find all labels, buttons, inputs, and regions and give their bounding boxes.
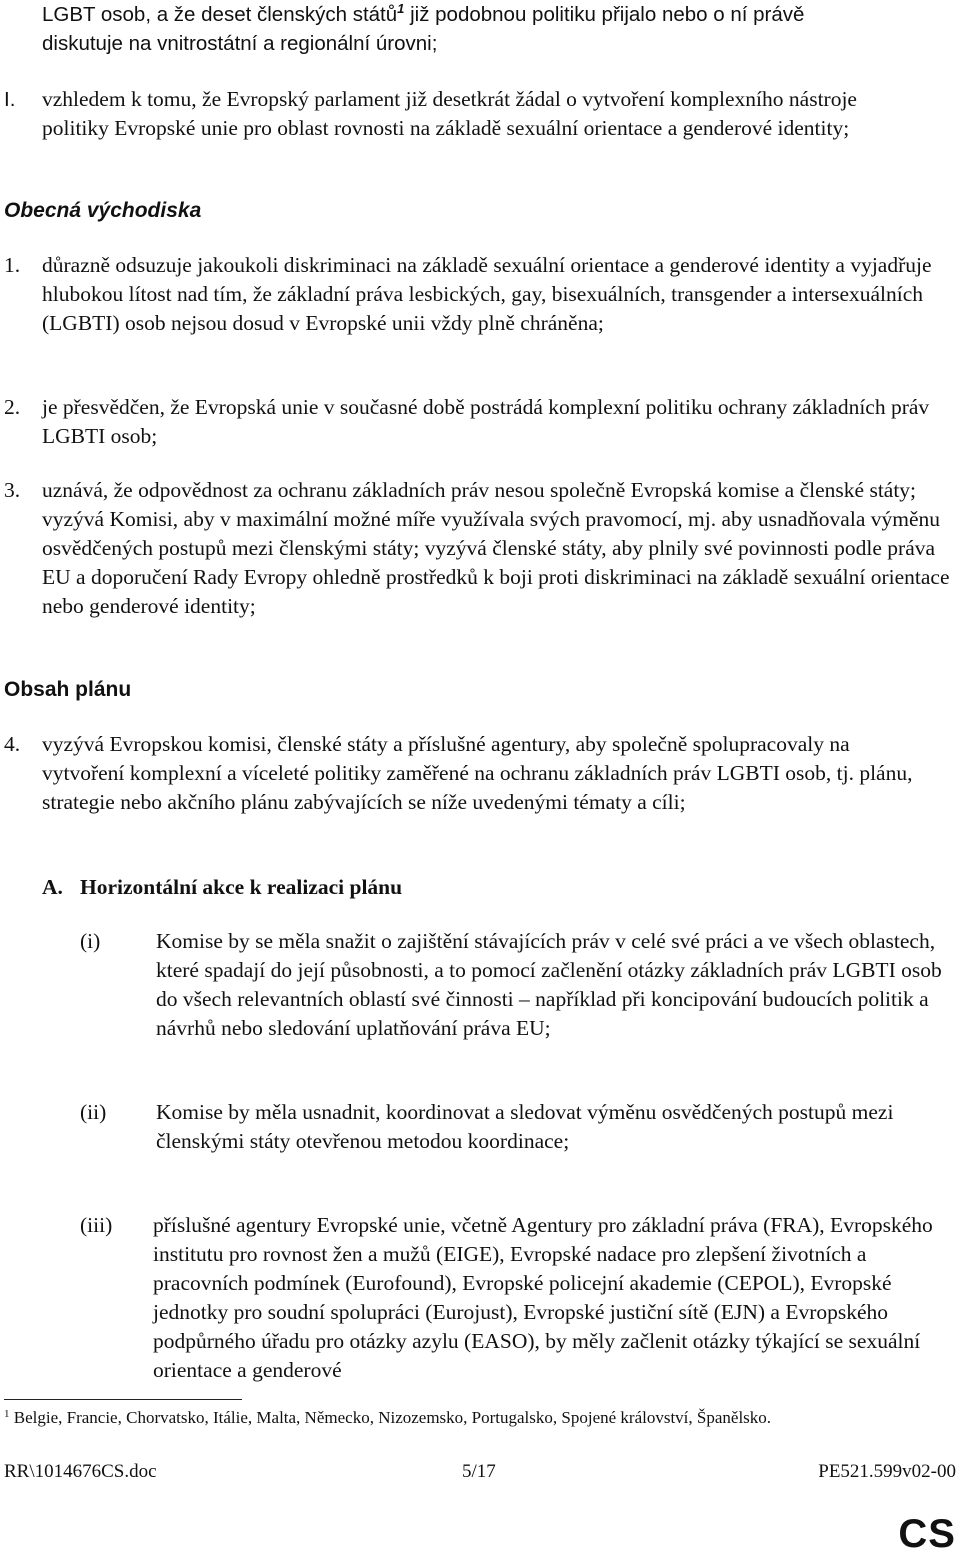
- item-text: příslušné agentury Evropské unie, včetně Agentury pro základní práva (FRA), Evropského institutu pro rovnost žen a mužů (EIGE), Evropské nadace pro zlepšení životních a pracovních podmínek (Eurofound), Evropské policejní akademie (CEPOL), Evropské jednotky pro soudní spolupráci (Eurojust), Evropské justiční sítě (EJN) a Evropského podpůrného úřadu pro otázky azylu (EASO), by měly začlenit otázky týkající se sexuální orientace a genderové: [153, 1213, 933, 1382]
- language-code: CS: [898, 1512, 956, 1556]
- paragraph-text: důrazně odsuzuje jakoukoli diskriminaci na základě sexuální orientace a genderové identity a vyjadřuje hlubokou lítost nad tím, že základní práva lesbických, gay, bisexuálních, transgender a intersexuálních (LGBTI) osob nejsou dosud v Evropské unii vždy plně chráněna;: [42, 253, 932, 335]
- item-number: (iii): [80, 1213, 113, 1237]
- item-number: (i): [80, 929, 101, 953]
- section-heading-general: Obecná východiska: [4, 199, 202, 222]
- item-text: Komise by měla usnadnit, koordinovat a sledovat výměnu osvědčených postupů mezi členskými státy otevřenou metodou koordinace;: [156, 1100, 894, 1153]
- recital-i-label: I.: [4, 88, 16, 111]
- footnote-divider: [4, 1399, 242, 1400]
- footnote-ref: 1: [397, 1, 405, 16]
- paragraph-number: 3.: [4, 478, 21, 502]
- paragraph-text: uznává, že odpovědnost za ochranu základních práv nesou společně Evropská komise a členské státy; vyzývá Komisi, aby v maximální možné míře využívala svých pravomocí, mj. aby usnadňovala výměnu osvědčených postupů mezi členskými státy; vyzývá členské státy, aby plnily své povinnosti podle práva EU a doporučení Rady Evropy ohledně prostředků k boji proti diskriminaci na základě sexuální orientace nebo genderové identity;: [42, 478, 950, 618]
- item-text: Komise by se měla snažit o zajištění stávajících práv v celé své práci a ve všech oblastech, které spadají do její působnosti, a to pomocí začlenění otázky základních práv LGBTI osob do všech relevantních oblastí své činnosti – například při koncipování budoucích politik a návrhů nebo sledování uplatňování práva EU;: [156, 929, 942, 1040]
- intro-text: LGBT osob, a že deset členských států: [42, 3, 398, 26]
- footer-doc-ref: RR\1014676CS.doc: [4, 1461, 157, 1482]
- footer-page-number: 5/17: [462, 1461, 496, 1482]
- paragraph-text: je přesvědčen, že Evropská unie v současné době postrádá komplexní politiku ochrany základních práv LGBTI osob;: [42, 395, 930, 448]
- subsection-title: Horizontální akce k realizaci plánu: [80, 875, 403, 899]
- footnote: [4, 1407, 960, 1429]
- footer-pe-ref: PE521.599v02-00: [818, 1461, 956, 1482]
- section-heading-content: Obsah plánu: [4, 678, 132, 701]
- paragraph-number: 2.: [4, 395, 21, 419]
- intro-line-1: [42, 0, 942, 29]
- paragraph-number: 1.: [4, 253, 21, 277]
- subsection-label: A.: [42, 875, 63, 899]
- intro-line-2: diskutuje na vnitrostátní a regionální úrovni;: [42, 32, 438, 55]
- footnote-number: 1: [4, 1408, 10, 1420]
- paragraph-number: 4.: [4, 732, 21, 756]
- paragraph-text: vyzývá Evropskou komisi, členské státy a příslušné agentury, aby společně spolupracovaly na vytvoření komplexní a víceleté politiky zaměřené na ochranu základních práv LGBTI osob, tj. plánu, strategie nebo akčního plánu zabývajících se níže uvedenými tématy a cíli;: [42, 732, 913, 814]
- intro-text-post: již podobnou politiku přijalo nebo o ní právě: [404, 3, 805, 26]
- footnote-text: Belgie, Francie, Chorvatsko, Itálie, Malta, Německo, Nizozemsko, Portugalsko, Spojené království, Španělsko.: [13, 1408, 772, 1427]
- item-number: (ii): [80, 1100, 107, 1124]
- recital-i-text: vzhledem k tomu, že Evropský parlament již desetkrát žádal o vytvoření komplexního nástroje politiky Evropské unie pro oblast rovnosti na základě sexuální orientace a genderové identity;: [42, 87, 857, 140]
